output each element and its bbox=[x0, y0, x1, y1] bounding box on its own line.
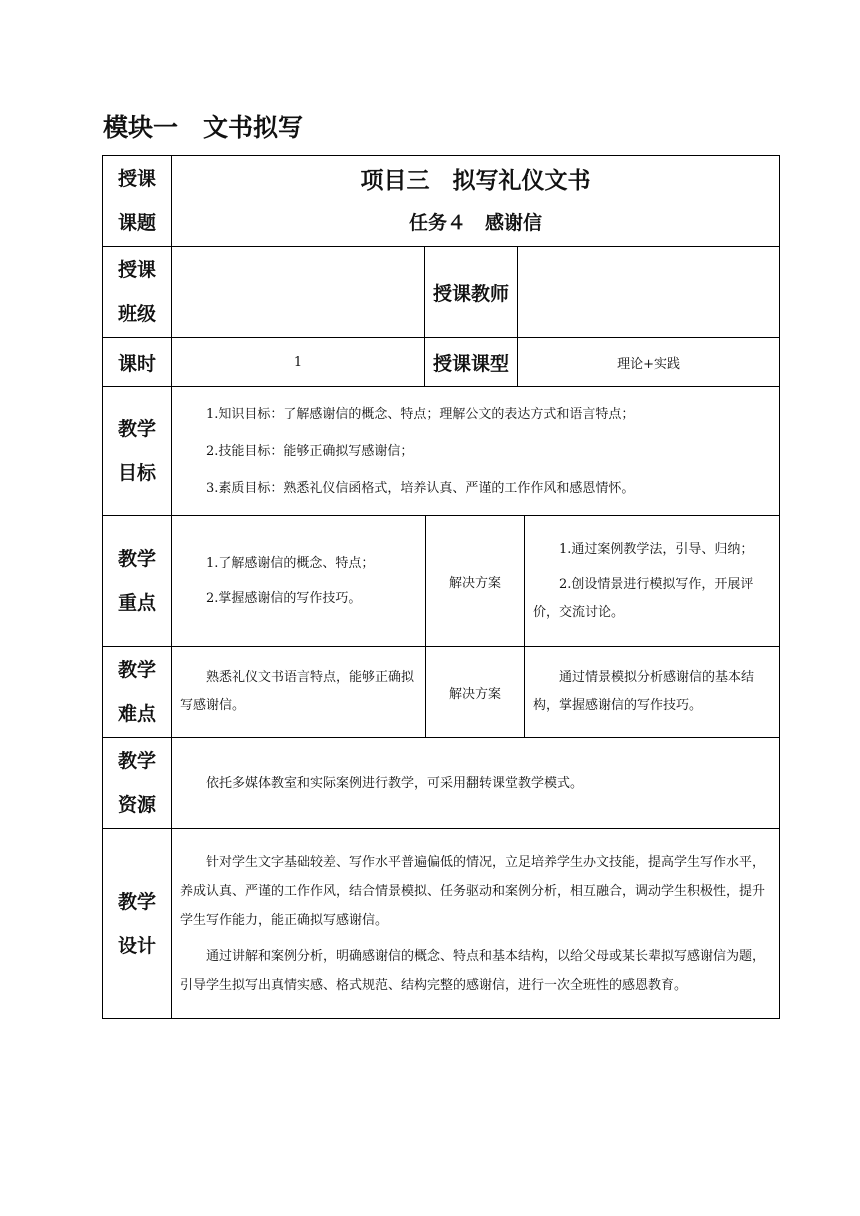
resources-label: 教学 资源 bbox=[103, 738, 172, 829]
module-title: 模块一 文书拟写 bbox=[103, 113, 304, 142]
row-class bbox=[103, 247, 780, 338]
project-title: 项目三 拟写礼仪文书 bbox=[360, 168, 591, 194]
difficulties-text: 熟悉礼仪文书语言特点，能够正确拟写感谢信。 bbox=[180, 670, 415, 713]
lesson-plan-table bbox=[102, 155, 780, 1019]
key-points-cell bbox=[172, 516, 426, 647]
row-design bbox=[103, 829, 780, 1019]
row-key-points bbox=[103, 516, 780, 647]
course-type-label: 授课课型 bbox=[425, 338, 518, 387]
task-title: 任务４ 感谢信 bbox=[409, 212, 543, 234]
key-points-solution-cell bbox=[525, 516, 780, 647]
teacher-value bbox=[518, 247, 780, 338]
design-cell bbox=[172, 829, 780, 1019]
design-paragraph: 通过讲解和案例分析，明确感谢信的概念、特点和基本结构，以给父母或某长辈拟写感谢信为题，引导学生拟写出真情实感、格式规范、结构完整的感谢信，进行一次全班性的感恩教育。 bbox=[180, 948, 766, 993]
solution-item: 2.创设情景进行模拟写作，开展评价，交流讨论。 bbox=[533, 576, 754, 620]
objectives-cell bbox=[172, 387, 780, 516]
resources-text: 依托多媒体教室和实际案例进行教学，可采用翻转课堂教学模式。 bbox=[206, 775, 584, 791]
key-points-label: 教学 重点 bbox=[103, 516, 172, 647]
hours-label: 课时 bbox=[103, 338, 172, 387]
key-point-item: 1.了解感谢信的概念、特点； bbox=[206, 555, 375, 571]
difficulties-solution-text: 通过情景模拟分析感谢信的基本结构，掌握感谢信的写作技巧。 bbox=[533, 670, 755, 713]
row-resources bbox=[103, 738, 780, 829]
objectives-label: 教学 目标 bbox=[103, 387, 172, 516]
topic-cell bbox=[172, 156, 780, 247]
design-paragraph: 针对学生文字基础较差、写作水平普遍偏低的情况，立足培养学生办文技能，提高学生写作水平，养成认真、严谨的工作作风，结合情景模拟、任务驱动和案例分析，相互融合，调动学生积极性，提升学生写作能力，能正确拟写感谢信。 bbox=[180, 854, 766, 928]
objective-item: 3.素质目标：熟悉礼仪信函格式，培养认真、严谨的工作作风和感恩情怀。 bbox=[206, 480, 635, 496]
key-point-item: 2.掌握感谢信的写作技巧。 bbox=[206, 590, 362, 606]
objective-item: 2.技能目标：能够正确拟写感谢信； bbox=[206, 443, 414, 459]
objective-item: 1.知识目标：了解感谢信的概念、特点；理解公文的表达方式和语言特点； bbox=[206, 406, 635, 422]
topic-label: 授课 课题 bbox=[103, 156, 172, 247]
class-value bbox=[172, 247, 425, 338]
solution-item: 1.通过案例教学法，引导、归纳； bbox=[559, 541, 754, 557]
course-type-value: 理论+实践 bbox=[518, 338, 780, 387]
design-label: 教学 设计 bbox=[103, 829, 172, 1019]
difficulties-label: 教学 难点 bbox=[103, 647, 172, 738]
difficulties-cell bbox=[172, 647, 426, 738]
row-hours bbox=[103, 338, 780, 387]
resources-cell bbox=[172, 738, 780, 829]
key-points-solution-label: 解决方案 bbox=[426, 516, 525, 647]
difficulties-solution-label: 解决方案 bbox=[426, 647, 525, 738]
hours-value: 1 bbox=[172, 338, 425, 387]
row-difficulties bbox=[103, 647, 780, 738]
row-topic bbox=[103, 156, 780, 247]
difficulties-solution-cell bbox=[525, 647, 780, 738]
row-objectives bbox=[103, 387, 780, 516]
class-label: 授课 班级 bbox=[103, 247, 172, 338]
teacher-label: 授课教师 bbox=[425, 247, 518, 338]
